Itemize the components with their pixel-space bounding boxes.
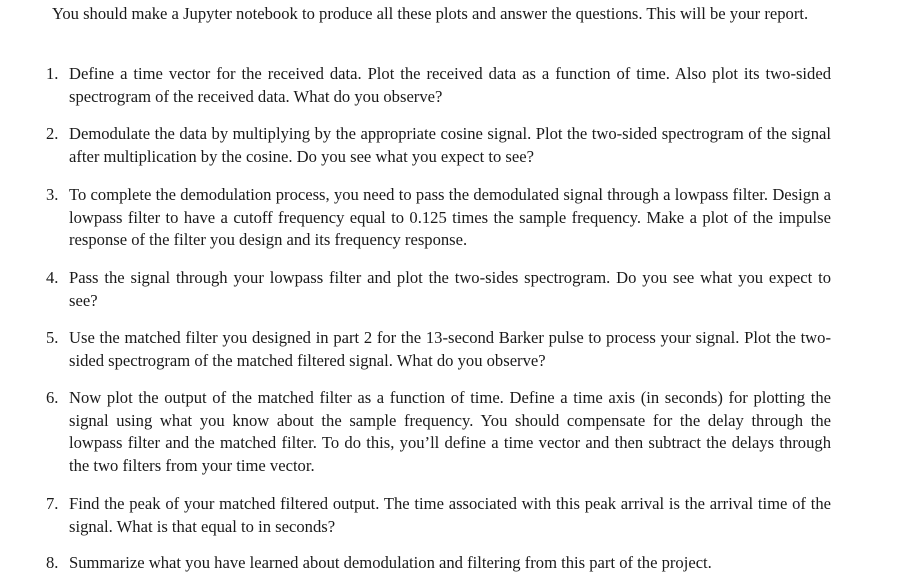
list-item-text: Define a time vector for the received data. Plot the received data as a function of time. Also plot its two-sided spectrogram of the received data. What do you observe? [69, 64, 831, 106]
list-item-5 [46, 327, 831, 372]
list-item-text: Demodulate the data by multiplying by the appropriate cosine signal. Plot the two-sided spectrogram of the signal after multiplication by the cosine. Do you see what you expect to see? [69, 124, 831, 166]
list-item-number: 4. [46, 268, 59, 287]
list-item-8 [46, 552, 831, 575]
intro-paragraph: You should make a Jupyter notebook to produce all these plots and answer the questions. This will be your report. [52, 4, 809, 23]
list-item-number: 2. [46, 124, 59, 143]
list-item-1 [46, 63, 831, 108]
list-item-6 [46, 387, 831, 477]
list-item-text: To complete the demodulation process, you need to pass the demodulated signal through a lowpass filter. Design a lowpass filter to have a cutoff frequency equal to 0.125 times the sample frequency. Make a plot of the impulse response of the filter you design and its frequency response. [69, 185, 831, 249]
list-item-number: 5. [46, 328, 59, 347]
list-item-number: 6. [46, 388, 59, 407]
list-item-text: Use the matched filter you designed in part 2 for the 13-second Barker pulse to process your signal. Plot the two-sided spectrogram of the matched filtered signal. What do you observe? [69, 328, 831, 370]
list-item-text: Find the peak of your matched filtered output. The time associated with this peak arrival is the arrival time of the signal. What is that equal to in seconds? [69, 494, 831, 536]
list-item-number: 8. [46, 553, 59, 572]
list-item-4 [46, 267, 831, 312]
list-item-3 [46, 184, 831, 252]
list-item-2 [46, 123, 831, 168]
list-item-text: Summarize what you have learned about demodulation and filtering from this part of the project. [69, 553, 712, 572]
list-item-7 [46, 493, 831, 538]
list-item-number: 7. [46, 494, 59, 513]
list-item-number: 3. [46, 185, 59, 204]
list-item-text: Pass the signal through your lowpass filter and plot the two-sides spectrogram. Do you see what you expect to see? [69, 268, 831, 310]
list-item-text: Now plot the output of the matched filter as a function of time. Define a time axis (in seconds) for plotting the signal using what you know about the sample frequency. You should compensate for the delay through the lowpass filter and the matched filter. To do this, you’ll define a time vector and then subtract the delays through the two filters from your time vector. [69, 388, 831, 475]
list-item-number: 1. [46, 64, 59, 83]
